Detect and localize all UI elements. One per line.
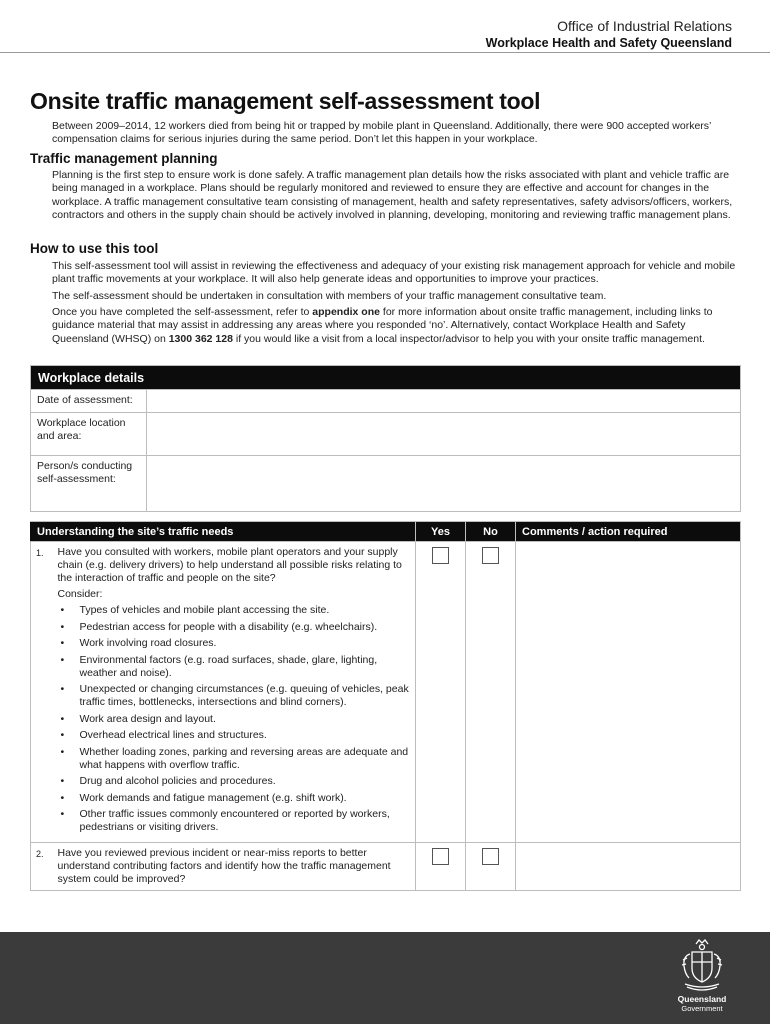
planning-paragraph: Planning is the first step to ensure work is done safely. A traffic management plan details how the risks associated with plant and vehicle traffic are being managed in a workplace. Plans should be regularly monitored and reviewed to ensure they are effective and account for changes in the workplace. A traffic management consultative team consisting of management, health and safety representatives, safety advisors/officers, workers, contractors and others in the supply chain should be actively involved in planning, developing, monitoring and reviewing traffic management plans. xyxy=(52,169,733,221)
page-footer xyxy=(0,932,770,1024)
howto-text-c: if you would like a visit from a local inspector/advisor to help you with your onsite traffic management. xyxy=(232,332,705,345)
traffic-needs-table xyxy=(30,521,741,891)
coat-of-arms-icon xyxy=(679,938,725,994)
location-label: Workplace location and area: xyxy=(31,413,147,456)
yes-column-heading: Yes xyxy=(416,522,466,542)
date-label: Date of assessment: xyxy=(31,390,147,413)
assessor-label: Person/s conducting self-assessment: xyxy=(31,456,147,512)
question-row xyxy=(31,842,741,890)
howto-paragraph-3 xyxy=(52,306,742,346)
howto-paragraph-2: The self-assessment should be undertaken in consultation with members of your traffic management consultative team. xyxy=(52,290,607,302)
howto-text-a: Once you have completed the self-assessment, refer to xyxy=(52,306,313,318)
consider-label: Consider: xyxy=(57,588,103,600)
list-item: • Types of vehicles and mobile plant accessing the site. xyxy=(58,604,410,617)
question-text-cell xyxy=(53,542,416,843)
question-text: Have you consulted with workers, mobile plant operators and your supply chain (e.g. delivery drivers) to help understand all possible risks relating to the interaction of traffic and people on the site? xyxy=(57,546,402,584)
list-item: • Drug and alcohol policies and procedures. xyxy=(58,775,410,788)
queensland-government-logo xyxy=(674,938,730,1020)
whsq-phone: 1300 362 128 xyxy=(168,332,233,345)
no-cell xyxy=(466,542,516,843)
question-row xyxy=(31,542,741,843)
comments-column-heading: Comments / action required xyxy=(516,522,741,542)
no-column-heading: No xyxy=(466,522,516,542)
yes-checkbox[interactable] xyxy=(432,547,449,564)
logo-name: Queensland xyxy=(677,994,727,1004)
logo-government: Government xyxy=(681,1004,723,1013)
appendix-link: appendix one xyxy=(312,306,380,318)
location-field[interactable] xyxy=(147,413,741,456)
section-heading: Understanding the site’s traffic needs xyxy=(31,522,416,542)
page-title: Onsite traffic management self-assessment tool xyxy=(30,88,541,114)
workplace-details-table xyxy=(30,365,741,512)
document-header xyxy=(486,17,732,52)
howto-heading: How to use this tool xyxy=(30,241,159,256)
comments-field[interactable] xyxy=(516,542,741,843)
list-item: • Environmental factors (e.g. road surfaces, shade, glare, lighting, weather and noise). xyxy=(58,654,410,680)
header-sub: Workplace Health and Safety Queensland xyxy=(485,36,732,50)
workplace-details-heading: Workplace details xyxy=(31,366,741,390)
no-checkbox[interactable] xyxy=(482,848,499,865)
list-item: • Overhead electrical lines and structures. xyxy=(58,729,410,742)
question-text-cell xyxy=(53,842,416,890)
yes-cell xyxy=(416,542,466,843)
list-item: • Pedestrian access for people with a disability (e.g. wheelchairs). xyxy=(58,621,410,634)
comments-field[interactable] xyxy=(516,842,741,890)
assessor-field[interactable] xyxy=(147,456,741,512)
howto-text-b: for more information about onsite traffic management, including links to guidance material that may assist in addressing any areas where you responded ‘no’. Alternatively, contact Workplace Health and Safety Queensland (WHSQ) on xyxy=(52,306,713,345)
yes-cell xyxy=(416,842,466,890)
list-item: • Work involving road closures. xyxy=(58,637,410,650)
list-item: • Whether loading zones, parking and reversing areas are adequate and what happens with overflow traffic. xyxy=(58,746,410,772)
no-cell xyxy=(466,842,516,890)
intro-paragraph: Between 2009–2014, 12 workers died from being hit or trapped by mobile plant in Queensland. Additionally, there were 900 accepted workers’ compensation claims for serious injuries during the same period. Don’t let this happen in your workplace. xyxy=(52,120,711,146)
list-item: • Work area design and layout. xyxy=(58,713,410,726)
date-field[interactable] xyxy=(147,390,741,413)
howto-paragraph-1: This self-assessment tool will assist in reviewing the effectiveness and adequacy of your existing risk management approach for vehicle and mobile plant traffic movements at your workplace. It will also help generate ideas and opportunities to improve your practices. xyxy=(52,260,736,286)
question-text: Have you reviewed previous incident or near-miss reports to better understand contributing factors and identify how the traffic management system could be improved? xyxy=(57,846,391,885)
no-checkbox[interactable] xyxy=(482,547,499,564)
list-item: • Work demands and fatigue management (e.g. shift work). xyxy=(58,792,410,805)
header-rule xyxy=(0,52,770,53)
list-item: • Unexpected or changing circumstances (e.g. queuing of vehicles, peak traffic times, bottlenecks, intersections and blind corners). xyxy=(58,683,410,709)
consider-list xyxy=(58,604,410,834)
header-org: Office of Industrial Relations xyxy=(557,18,732,34)
yes-checkbox[interactable] xyxy=(432,848,449,865)
list-item: • Other traffic issues commonly encountered or reported by workers, pedestrians or visiting drivers. xyxy=(58,808,410,834)
question-number: 2. xyxy=(31,842,53,890)
question-number: 1. xyxy=(31,542,53,843)
planning-heading: Traffic management planning xyxy=(30,151,218,166)
